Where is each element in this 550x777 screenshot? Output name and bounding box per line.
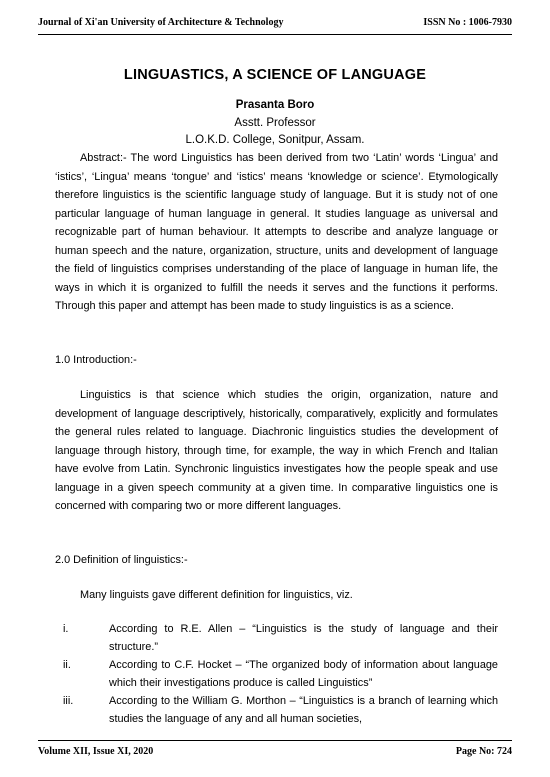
list-item [55,621,498,656]
list-item-text: According to R.E. Allen – “Linguistics is the study of language and their structure.” [109,623,498,653]
definition-intro-paragraph: Many linguists gave different definition for linguistics, viz. [80,589,353,601]
list-item-number: i. [63,623,69,635]
author-affiliation: L.O.K.D. College, Sonitpur, Assam. [185,134,365,146]
page-number: Page No: 724 [455,746,512,757]
issn-number: ISSN No : 1006-7930 [423,17,512,28]
journal-name: Journal of Xi'an University of Architecture & Technology [38,17,284,28]
abstract-paragraph: Abstract:- The word Linguistics has been derived from two ‘Latin’ words ‘Lingua’ and ‘istics’, ‘Lingua’ means ‘tongue’ and ‘istics’ means ‘knowledge or science’. Etymologically therefore linguistics is the scientific language study of language. But it is study not of one particular language of human language in general. It studies language as universal and recognizable part of human behaviour. It attempts to describe and analyze language or human speech and the nature, organization, structure, units and development of language the field of linguistics comprises understanding of the place of language in human life, the ways in which it is organized to fulfill the needs it serves and the functions it performs. Through this paper and attempt has been made to study linguistics is as a science. [55,152,498,312]
list-item [55,657,498,692]
volume-issue: Volume XII, Issue XI, 2020 [38,746,154,757]
list-item-text: According to C.F. Hocket – “The organized body of information about language which their investigations produce is called Linguistics” [109,659,498,689]
section-heading-introduction: 1.0 Introduction:- [55,354,137,366]
definition-list [55,621,498,729]
list-item [55,693,498,728]
running-footer [38,740,512,763]
author-designation: Asstt. Professor [234,116,316,129]
list-item-text: According to the William G. Morthon – “Linguistics is a branch of learning which studies the language of any and all human societies, [109,695,498,725]
section-heading-definition: 2.0 Definition of linguistics:- [55,554,188,566]
author-block [0,97,550,150]
paper-title: LINGUASTICS, A SCIENCE OF LANGUAGE [123,67,427,83]
running-header [38,14,512,35]
introduction-paragraph: Linguistics is that science which studies the origin, organization, nature and development of language descriptively, historically, comparatively, explicitly and formulates the general rules related to language. Diachronic linguistics studies the development of language through history, through time, for example, the way in which French and Italian have evolve from Latin. Synchronic linguistics investigates how the people speak and use language in a given speech community at a given time. In comparative linguistics one is concerned with comparing two or more different languages. [55,389,498,512]
list-item-number: ii. [63,659,71,671]
author-name: Prasanta Boro [235,99,315,111]
list-item-number: iii. [63,695,74,707]
